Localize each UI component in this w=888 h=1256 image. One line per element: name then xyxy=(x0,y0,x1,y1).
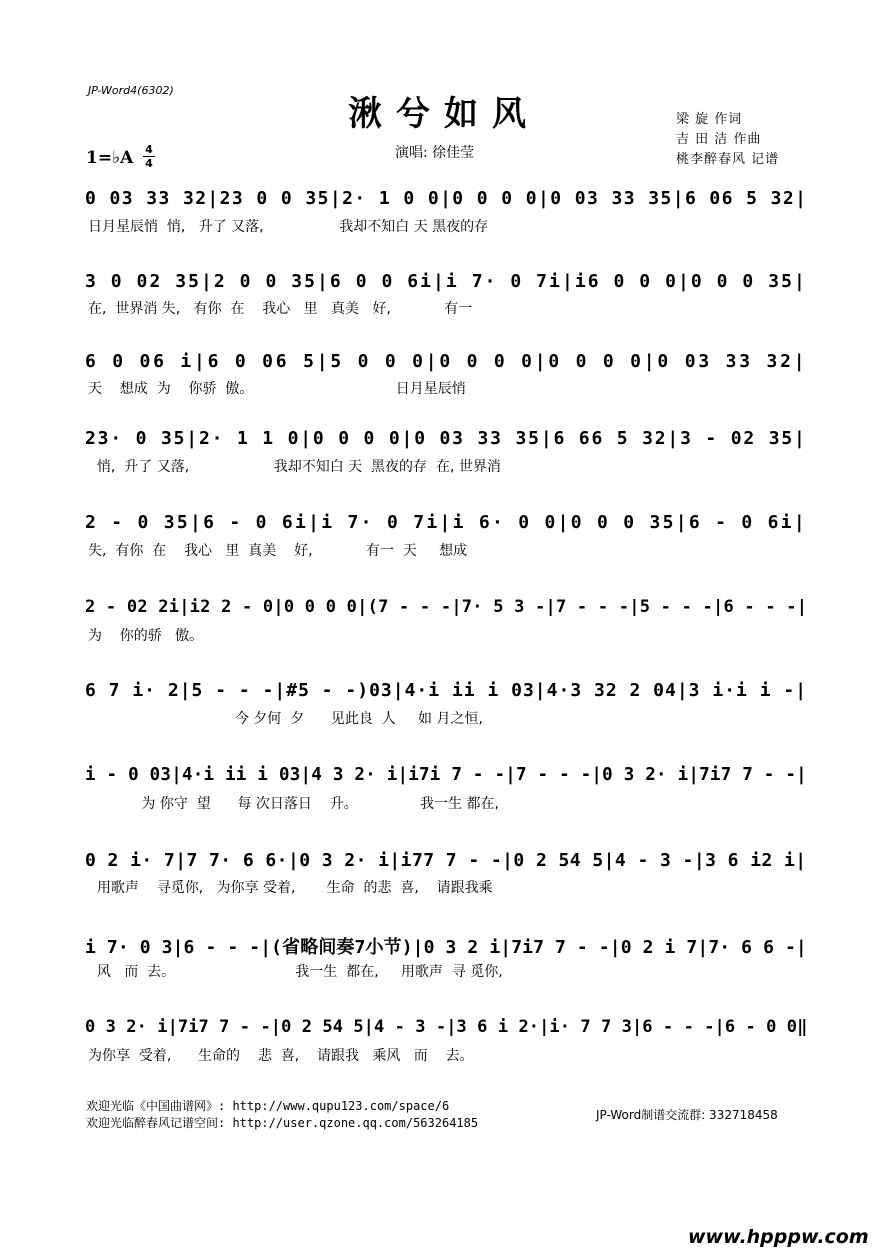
lyrics-line-6: 为 你的骄 傲。 xyxy=(88,628,204,644)
footer-links xyxy=(86,1098,478,1132)
footer-link-qupu[interactable]: 欢迎光临《中国曲谱网》: http://www.qupu123.com/space/6 xyxy=(86,1099,450,1113)
lyrics-line-9: 用歌声 寻觅你, 为你享 受着, 生命 的悲 喜, 请跟我乘 xyxy=(88,880,493,896)
key-signature: 1=♭A xyxy=(86,148,134,168)
software-label: JP-Word4(6302) xyxy=(88,84,174,97)
site-watermark: www.hpppw.com xyxy=(688,1226,869,1248)
lyrics-line-11: 为你享 受着, 生命的 悲 喜, 请跟我 乘风 而 去。 xyxy=(88,1048,474,1064)
time-signature-top: 4 xyxy=(145,143,153,156)
notes-line-9: 0 2 i· 7|7 7· 6 6·|0 3 2· i|i77 7 - -|0 2 54 5|4 - 3 -|3 6 i2 i| xyxy=(85,850,807,871)
notes-line-1: 0 03 33 32|23 0 0 35|2· 1 0 0|0 0 0 0|0 03 33 35|6 06 5 32| xyxy=(85,188,808,209)
notes-line-3: 6 0 06 i|6 0 06 5|5 0 0 0|0 0 0 0|0 0 0 0|0 03 33 32| xyxy=(85,351,808,372)
lyrics-line-2: 在, 世界消 失, 有你 在 我心 里 真美 好, 有一 xyxy=(88,301,473,317)
lyrics-line-3: 天 想成 为 你骄 傲。 日月星辰悄 xyxy=(88,381,466,397)
song-title: 湫兮如风 xyxy=(348,94,540,134)
notes-line-8: i - 0 03|4·i ii i 03|4 3 2· i|i7i 7 - -|7 - - -|0 3 2· i|7i7 7 - -| xyxy=(85,765,807,785)
time-signature-bottom: 4 xyxy=(145,157,153,170)
lyricist-credit: 梁 旋 作词 xyxy=(676,112,743,127)
notes-line-10: i 7· 0 3|6 - - -|(省略间奏7小节)|0 3 2 i|7i7 7 - -|0 2 i 7|7· 6 6 -| xyxy=(85,937,807,958)
lyrics-line-4: 悄, 升了 又落, 我却不知白 天 黑夜的存 在, 世界消 xyxy=(88,459,501,475)
lyrics-line-5: 失, 有你 在 我心 里 真美 好, 有一 天 想成 xyxy=(88,543,468,559)
singer-credit: 演唱: 徐佳莹 xyxy=(395,145,475,161)
notes-line-11: 0 3 2· i|7i7 7 - -|0 2 54 5|4 - 3 -|3 6 i 2·|i· 7 7 3|6 - - -|6 - 0 0‖ xyxy=(85,1017,808,1037)
lyrics-line-7: 今 夕何 夕 见此良 人 如 月之恒, xyxy=(88,711,483,727)
lyrics-line-10: 风 而 去。 我一生 都在, 用歌声 寻 觅你, xyxy=(88,964,503,980)
footer-link-qzone[interactable]: 欢迎光临醉春风记谱空间: http://user.qzone.qq.com/563264185 xyxy=(86,1116,479,1130)
notes-line-6: 2 - 02 2i|i2 2 - 0|0 0 0 0|(7 - - -|7· 5 3 -|7 - - -|5 - - -|6 - - -| xyxy=(85,597,808,617)
notes-line-2: 3 0 02 35|2 0 0 35|6 0 0 6i|i 7· 0 7i|i6 0 0 0|0 0 0 35| xyxy=(85,271,807,292)
transcriber-credit: 桃李醉春风 记谱 xyxy=(676,152,780,167)
notes-line-4: 23· 0 35|2· 1 1 0|0 0 0 0|0 03 33 35|6 66 5 32|3 - 02 35| xyxy=(85,428,807,449)
notes-line-7: 6 7 i· 2|5 - - -|#5 - -)03|4·i ii i 03|4·3 32 2 04|3 i·i i -| xyxy=(85,680,808,701)
composer-credit: 吉 田 洁 作曲 xyxy=(676,132,762,147)
credits xyxy=(676,110,779,170)
footer-group-info: JP-Word制谱交流群: 332718458 xyxy=(596,1108,778,1122)
time-signature xyxy=(143,144,155,169)
lyrics-line-8: 为 你守 望 每 次日落日 升。 我一生 都在, xyxy=(88,796,499,812)
notes-line-5: 2 - 0 35|6 - 0 6i|i 7· 0 7i|i 6· 0 0|0 0 0 35|6 - 0 6i| xyxy=(85,512,808,533)
lyrics-line-1: 日月星辰悄 悄, 升了 又落, 我却不知白 天 黑夜的存 xyxy=(88,219,489,235)
